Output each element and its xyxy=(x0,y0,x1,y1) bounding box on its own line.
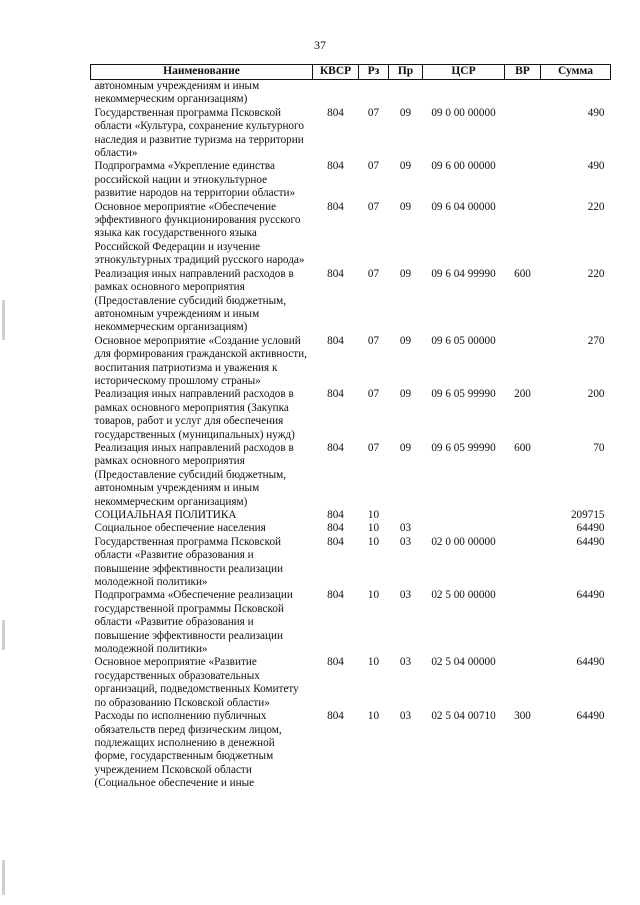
cell-name: Основное мероприятие «Обеспечение эффективного функционирования русского языка как государственного языка Российской Федерации и изучение этнокультурных традиций русского народа» xyxy=(94,200,305,267)
table-row xyxy=(91,201,611,268)
cell-kvsr: 804 xyxy=(327,522,344,535)
cell-csr: 09 6 04 00000 xyxy=(431,200,496,213)
table-row xyxy=(91,522,611,535)
cell-sum: 270 xyxy=(587,334,605,347)
cell-vr xyxy=(505,335,541,389)
cell-rz: 07 xyxy=(367,388,380,401)
cell-csr: 09 0 00 00000 xyxy=(431,106,496,119)
cell-name: Подпрограмма «Обеспечение реализации государственной программы Псковской области «Развитие образования и повышение эффективности реализации молодежной политики» xyxy=(94,589,293,656)
cell-kvsr: 804 xyxy=(327,589,344,602)
cell-vr: 600 xyxy=(514,441,531,454)
table-row xyxy=(91,160,611,200)
cell-kvsr: 804 xyxy=(327,656,344,669)
cell-csr xyxy=(423,80,505,107)
cell-name: Расходы по исполнению публичных обязательств перед физическим лицом, подлежащих исполнению в денежной форме, государственным бюджетным учреждением Псковской области (Социальное обеспечение и иные xyxy=(94,710,282,790)
cell-csr: 02 5 04 00710 xyxy=(431,710,496,723)
cell-csr: 09 6 05 99990 xyxy=(431,388,496,401)
cell-csr xyxy=(423,522,505,535)
cell-vr: 200 xyxy=(514,388,531,401)
header-vr: ВР xyxy=(505,65,541,80)
cell-pr: 03 xyxy=(399,656,412,669)
cell-rz: 10 xyxy=(367,656,380,669)
cell-pr: 09 xyxy=(399,160,412,173)
cell-pr xyxy=(389,80,423,107)
cell-sum: 220 xyxy=(587,200,605,213)
cell-kvsr: 804 xyxy=(327,200,344,213)
cell-csr: 09 6 00 00000 xyxy=(431,160,496,173)
cell-sum: 490 xyxy=(587,160,605,173)
cell-name: Подпрограмма «Укрепление единства российской нации и этнокультурное развитие народов на территории области» xyxy=(94,160,296,200)
cell-kvsr: 804 xyxy=(327,509,344,521)
cell-rz: 07 xyxy=(367,334,380,347)
cell-sum: 64490 xyxy=(576,535,605,548)
cell-sum: 209715 xyxy=(570,509,605,521)
cell-vr xyxy=(505,107,541,161)
cell-sum: 70 xyxy=(593,441,605,454)
cell-vr xyxy=(505,509,541,522)
header-csr: ЦСР xyxy=(423,65,505,80)
cell-rz: 10 xyxy=(367,589,380,602)
scan-edge-mark xyxy=(2,300,5,340)
cell-pr: 09 xyxy=(399,441,412,454)
scan-edge-mark xyxy=(2,620,5,650)
cell-name: Государственная программа Псковской области «Культура, сохранение культурного наследия и развитие туризма на территории области» xyxy=(94,106,304,160)
table-row xyxy=(91,388,611,442)
table-row xyxy=(91,509,611,522)
cell-name: автономным учреждениям и иным некоммерческим организациям) xyxy=(94,80,260,106)
cell-rz: 07 xyxy=(367,106,380,119)
cell-csr: 02 0 00 00000 xyxy=(431,535,496,548)
cell-pr: 09 xyxy=(399,267,412,280)
cell-name: Реализация иных направлений расходов в рамках основного мероприятия (Предоставление субсидий бюджетным, автономным учреждениям и иным некоммерческим организациям) xyxy=(94,441,294,508)
cell-sum: 64490 xyxy=(576,589,605,602)
scan-edge-mark xyxy=(2,860,5,895)
cell-sum: 200 xyxy=(587,388,605,401)
cell-kvsr xyxy=(313,80,359,107)
table-row xyxy=(91,536,611,590)
cell-sum: 490 xyxy=(587,106,605,119)
cell-csr: 09 6 05 99990 xyxy=(431,441,496,454)
cell-rz: 10 xyxy=(367,522,380,535)
table-row xyxy=(91,589,611,656)
header-name: Наименование xyxy=(91,65,313,80)
table-row xyxy=(91,107,611,161)
cell-pr: 03 xyxy=(399,535,412,548)
table-row xyxy=(91,80,611,107)
cell-rz: 07 xyxy=(367,160,380,173)
table-row xyxy=(91,268,611,335)
cell-pr: 09 xyxy=(399,334,412,347)
cell-rz: 10 xyxy=(367,535,380,548)
cell-vr xyxy=(505,522,541,535)
table-row xyxy=(91,656,611,710)
header-sum: Сумма xyxy=(541,65,611,80)
cell-name: Основное мероприятие «Развитие государственных образовательных организаций, подведомственных Комитету по образованию Псковской области» xyxy=(94,656,299,709)
cell-kvsr: 804 xyxy=(327,535,344,548)
cell-kvsr: 804 xyxy=(327,106,344,119)
cell-rz: 07 xyxy=(367,200,380,213)
cell-sum xyxy=(541,80,611,107)
cell-sum: 64490 xyxy=(576,656,605,669)
cell-csr xyxy=(423,509,505,522)
cell-rz: 10 xyxy=(367,710,380,723)
cell-pr: 09 xyxy=(399,200,412,213)
cell-rz: 10 xyxy=(367,509,380,521)
cell-name: СОЦИАЛЬНАЯ ПОЛИТИКА xyxy=(94,509,237,521)
cell-kvsr: 804 xyxy=(327,441,344,454)
cell-pr xyxy=(389,509,423,522)
cell-kvsr: 804 xyxy=(327,160,344,173)
cell-name: Реализация иных направлений расходов в рамках основного мероприятия (Закупка товаров, работ и услуг для обеспечения государственных (муниципальных) нужд) xyxy=(94,388,295,441)
cell-kvsr: 804 xyxy=(327,267,344,280)
cell-kvsr: 804 xyxy=(327,710,344,723)
cell-name: Основное мероприятие «Создание условий для формирования гражданской активности, воспитания патриотизма и уважения к историческому прошлому страны» xyxy=(94,334,307,387)
cell-name: Реализация иных направлений расходов в рамках основного мероприятия (Предоставление субсидий бюджетным, автономным учреждениям и иным некоммерческим организациям) xyxy=(94,267,294,334)
page-number: 37 xyxy=(314,38,326,52)
header-kvsr: КВСР xyxy=(313,65,359,80)
cell-csr: 02 5 00 00000 xyxy=(431,589,496,602)
cell-csr: 02 5 04 00000 xyxy=(431,656,496,669)
cell-rz: 07 xyxy=(367,441,380,454)
cell-sum: 64490 xyxy=(576,710,605,723)
cell-pr: 03 xyxy=(399,589,412,602)
header-rz: Рз xyxy=(359,65,389,80)
table-body xyxy=(91,80,611,791)
cell-vr xyxy=(505,589,541,656)
cell-pr: 03 xyxy=(399,710,412,723)
cell-pr: 03 xyxy=(399,522,412,535)
cell-rz xyxy=(359,80,389,107)
cell-name: Государственная программа Псковской области «Развитие образования и повышение эффективности реализации молодежной политики» xyxy=(94,535,283,589)
cell-kvsr: 804 xyxy=(327,388,344,401)
table-row xyxy=(91,710,611,790)
cell-pr: 09 xyxy=(399,106,412,119)
cell-vr: 300 xyxy=(514,710,531,723)
cell-vr: 600 xyxy=(514,267,531,280)
cell-rz: 07 xyxy=(367,267,380,280)
cell-name: Социальное обеспечение населения xyxy=(94,522,266,535)
cell-csr: 09 6 05 00000 xyxy=(431,334,496,347)
cell-vr xyxy=(505,80,541,107)
table-row xyxy=(91,442,611,509)
cell-sum: 220 xyxy=(587,267,605,280)
cell-vr xyxy=(505,201,541,268)
cell-vr xyxy=(505,160,541,200)
cell-pr: 09 xyxy=(399,388,412,401)
budget-table xyxy=(90,64,611,791)
cell-kvsr: 804 xyxy=(327,334,344,347)
cell-sum: 64490 xyxy=(576,522,605,535)
cell-vr xyxy=(505,656,541,710)
header-pr: Пр xyxy=(389,65,423,80)
cell-csr: 09 6 04 99990 xyxy=(431,267,496,280)
cell-vr xyxy=(505,536,541,590)
table-row xyxy=(91,335,611,389)
table-header-row xyxy=(91,65,611,80)
